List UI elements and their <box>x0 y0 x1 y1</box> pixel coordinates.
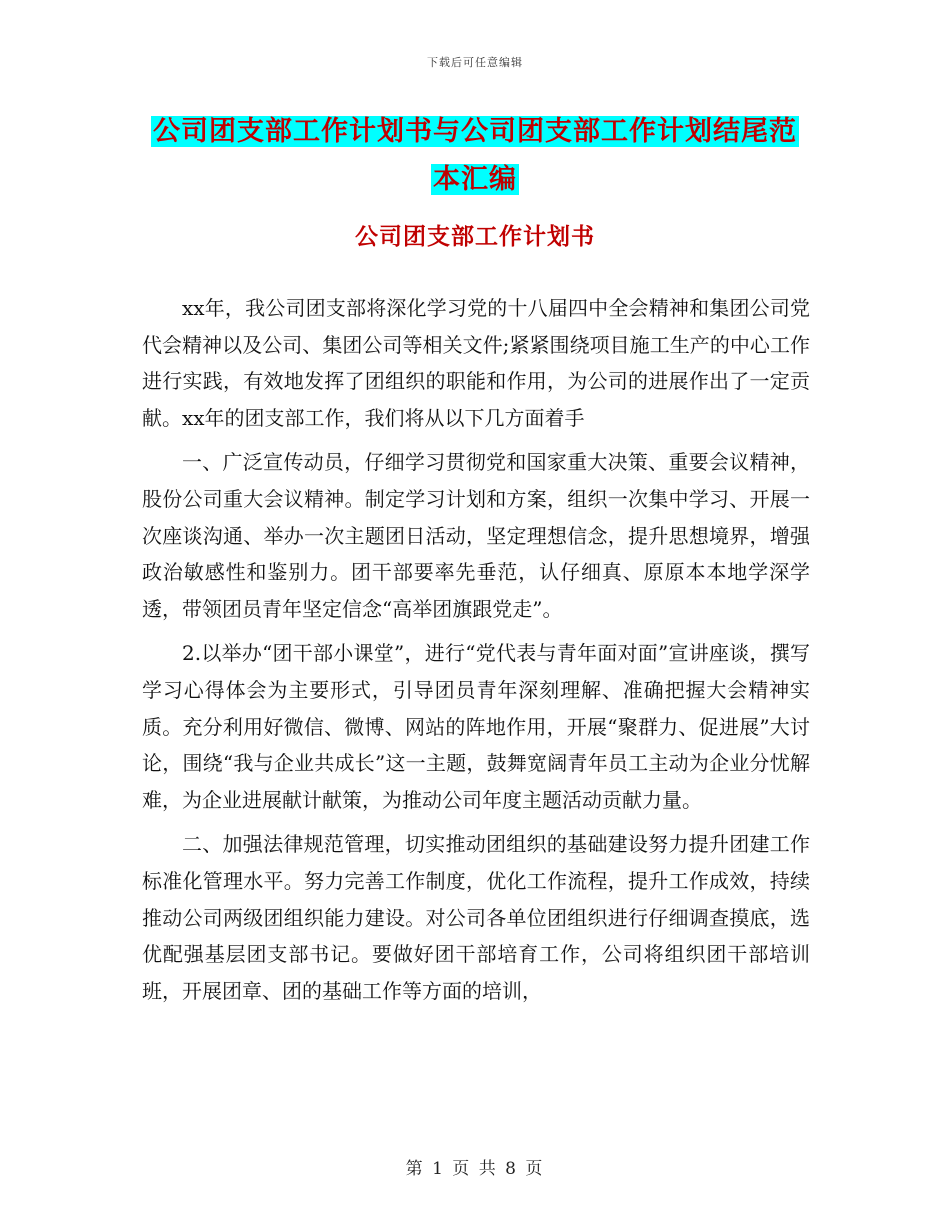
paragraph: 2.以举办“团干部小课堂”，进行“党代表与青年面对面”宣讲座谈，撰写学习心得体会为主要形式，引导团员青年深刻理解、准确把握大会精神实质。充分利用好微信、微博、网站的阵地作用，开展“聚群力、促进展”大讨论，围绕“我与企业共成长”这一主题，鼓舞宽阔青年员工主动为企业分忧解难，为企业进展献计献策，为推动公司年度主题活动贡献力量。 <box>142 641 810 812</box>
document-title <box>0 108 950 204</box>
paragraph: 二、加强法律规范管理，切实推动团组织的基础建设努力提升团建工作标准化管理水平。努力完善工作制度，优化工作流程，提升工作成效，持续推动公司两级团组织能力建设。对公司各单位团组织进行仔细调查摸底，选优配强基层团支部书记。要做好团干部培育工作，公司将组织团干部培训班，开展团章、团的基础工作等方面的培训， <box>142 832 810 1003</box>
document-body <box>142 290 810 1017</box>
page-number: 第 1 页 共 8 页 <box>405 1159 545 1179</box>
document-title-line-2: 本汇编 <box>433 164 517 195</box>
document-title-line-1: 公司团支部工作计划书与公司团支部工作计划结尾范 <box>153 116 797 147</box>
paragraph: 一、广泛宣传动员，仔细学习贯彻党和国家重大决策、重要会议精神，股份公司重大会议精神。制定学习计划和方案，组织一次集中学习、开展一次座谈沟通、举办一次主题团日活动，坚定理想信念，提升思想境界，增强政治敏感性和鉴别力。团干部要率先垂范，认仔细真、原原本本地学深学透，带领团员青年坚定信念“高举团旗跟党走”。 <box>142 450 810 621</box>
header-note: 下载后可任意编辑 <box>427 56 523 69</box>
section-title: 公司团支部工作计划书 <box>355 224 595 250</box>
paragraph: xx年，我公司团支部将深化学习党的十八届四中全会精神和集团公司党代会精神以及公司、集团公司等相关文件;紧紧围绕项目施工生产的中心工作进行实践，有效地发挥了团组织的职能和作用，为公司的进展作出了一定贡献。xx年的团支部工作，我们将从以下几方面着手 <box>142 296 810 430</box>
